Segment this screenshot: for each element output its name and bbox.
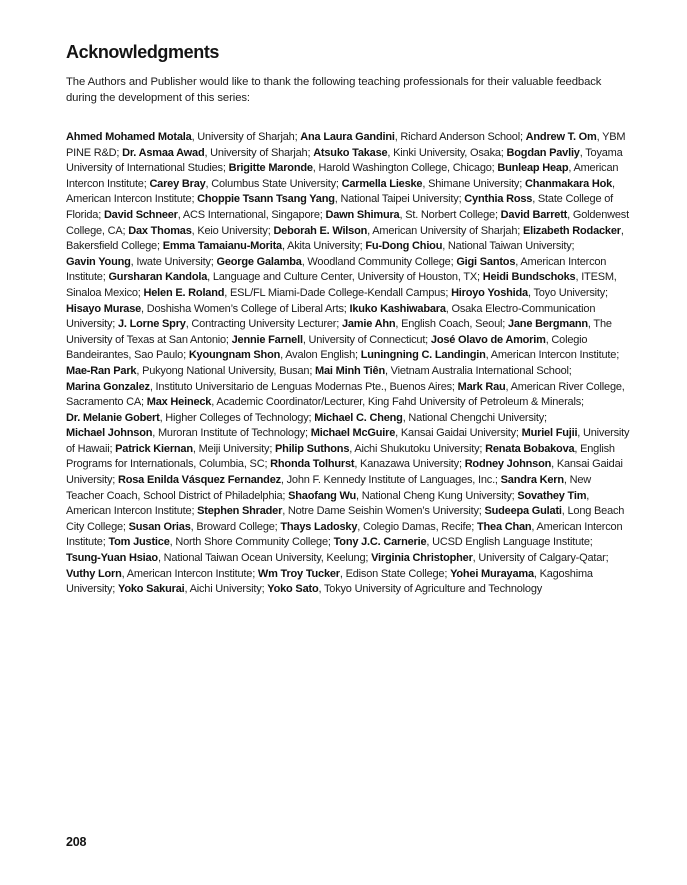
person-affiliation: , Language and Culture Center, University of Houston, TX; [207,271,483,284]
person-name: Hiroyo Yoshida [451,286,528,299]
person-affiliation: , University of Calgary-Qatar; [472,552,609,565]
person-affiliation: , English Programs for Internationals, Columbia, SC; [66,442,615,471]
person-affiliation: , ITESM, Sinaloa Mexico; [66,271,617,299]
person-affiliation: , Kanazawa University; [354,458,465,471]
person-name: Jane Bergmann [507,318,588,331]
person-affiliation: , American Intercon Institute; [66,177,615,206]
person-affiliation: , Iwate University; [130,255,217,268]
person-name: Atsuko Takase [313,146,388,159]
person-affiliation: , American Intercon Institute; [121,567,258,580]
person-affiliation: , National Cheng Kung University; [356,489,518,502]
person-affiliation: , Avalon English; [280,349,361,362]
person-name: Deborah E. Wilson [273,224,368,237]
person-name: Jennie Farnell [231,333,303,346]
person-affiliation: , University of Connecticut; [302,333,431,346]
person-affiliation: , Colegio Bandeirantes, Sao Paulo; [66,333,588,362]
person-name: Tsung-Yuan Hsiao [66,552,158,565]
person-name: Andrew T. Om [525,131,597,143]
person-name: Choppie Tsann Tsang Yang [197,193,335,206]
person-name: Rhonda Tolhurst [270,458,355,471]
person-name: Yohei Murayama [450,567,534,580]
person-affiliation: , Kansai Gaidai University; [395,427,522,440]
person-name: Michael C. Cheng [314,411,403,424]
person-affiliation: , National Taiwan Ocean University, Keelung; [157,552,372,565]
person-affiliation: , University of Sharjah; [191,131,301,143]
person-affiliation: , Pukyong National University, Busan; [136,364,316,377]
person-name: Sovathey Tim [517,489,587,502]
intro-paragraph: The Authors and Publisher would like to thank the following teaching professionals for their valuable feedback during the development of this series: [66,76,602,104]
person-affiliation: , American Intercon Institute; [485,349,620,362]
person-name: Heidi Bundschoks [482,271,576,284]
person-affiliation: , Akita University; [281,240,366,253]
person-affiliation: , Kansai Gaidai University; [66,458,623,487]
person-name: Mark Rau [457,380,506,393]
person-affiliation: , Notre Dame Seishin Women’s University; [282,505,485,518]
person-affiliation: , UCSD English Language Institute; [426,536,593,549]
person-name: Carey Bray [149,177,206,190]
person-name: Vuthy Lorn [66,567,122,580]
person-name: Yoko Sato [267,583,319,596]
person-affiliation: , Osaka Electro-Communication University; [66,302,596,331]
person-affiliation: , American University of Sharjah; [367,224,523,237]
person-affiliation: , Doshisha Women’s College of Liberal Arts; [141,302,350,315]
acknowledgments-paragraph [66,130,630,598]
person-name: Muriel Fujii [521,427,578,440]
person-name: Thea Chan [476,520,532,533]
person-name: Susan Orias [128,520,191,533]
person-name: Stephen Shrader [197,505,283,518]
person-affiliation: , Muroran Institute of Technology; [152,427,311,440]
person-name: Cynthia Ross [464,193,533,206]
person-name: Helen E. Roland [143,286,225,299]
person-name: J. Lorne Spry [118,318,186,331]
person-affiliation: , ACS International, Singapore; [177,208,326,221]
person-name: Emma Tamaianu-Morita [162,240,282,253]
person-affiliation: , National Taipei University; [334,193,465,206]
person-affiliation: , Kagoshima University; [66,567,593,596]
person-affiliation: , Aichi Shukutoku University; [349,442,486,455]
person-affiliation: , American Intercon Institute; [66,162,619,190]
person-affiliation: , Instituto Universitario de Lenguas Modernas Pte., Buenos Aires; [149,380,458,393]
person-name: Kyoungnam Shon [188,349,281,362]
person-affiliation: , John F. Kennedy Institute of Languages, Inc.; [280,474,501,487]
person-affiliation: , Shimane University; [422,177,525,190]
person-affiliation: , Kinki University, Osaka; [387,146,507,159]
person-name: Sudeepa Gulati [484,505,562,518]
person-name: Rosa Enilda Vásquez Fernandez [118,474,281,487]
person-affiliation: , Academic Coordinator/Lecturer, King Fahd University of Petroleum & Minerals; [211,396,584,409]
person-name: Tony J.C. Carnerie [333,536,427,549]
person-name: Jamie Ahn [341,318,396,331]
person-name: Marina Gonzalez [66,380,150,393]
person-name: Michael McGuire [310,427,396,440]
person-affiliation: , Harold Washington College, Chicago; [312,162,498,175]
person-affiliation: , Goldenwest College, CA; [66,208,629,237]
person-name: Dr. Asmaa Awad [122,146,205,159]
person-affiliation: , Aichi University; [184,583,268,596]
person-name: Ahmed Mohamed Motala [66,131,192,143]
person-name: David Schneer [103,208,178,221]
person-affiliation: , New Teacher Coach, School District of Philadelphia; [66,474,591,502]
person-affiliation: , Vietnam Australia International School; [384,364,572,377]
person-affiliation: , Keio University; [191,224,274,237]
person-name: Chanmakara Hok [524,177,613,190]
person-name: Yoko Sakurai [118,583,185,596]
page-title: Acknowledgments [66,42,220,62]
person-name: Gursharan Kandola [108,271,208,284]
person-affiliation: , ESL/FL Miami-Dade College-Kendall Campus; [224,286,452,299]
person-name: Shaofang Wu [288,489,357,502]
person-name: George Galamba [216,255,302,268]
person-name: Virginia Christopher [371,552,473,565]
person-affiliation: , Contracting University Lecturer; [185,318,342,331]
person-affiliation: , St. Norbert College; [399,208,501,221]
person-name: José Olavo de Amorim [430,333,546,346]
person-affiliation: , Long Beach City College; [66,505,625,533]
person-affiliation: , Richard Anderson School; [394,131,526,143]
person-name: Sandra Kern [500,474,564,487]
person-name: Ikuko Kashiwabara [349,302,446,315]
person-name: Ana Laura Gandini [300,131,395,143]
person-name: Thays Ladosky [280,520,358,533]
person-name: Brigitte Maronde [228,162,313,175]
person-affiliation: , Toyama University of International Studies; [66,146,623,175]
person-affiliation: , Higher Colleges of Technology; [159,411,315,424]
person-name: Bogdan Pavliy [506,146,580,159]
page-number: 208 [66,835,87,849]
person-affiliation: , The University of Texas at San Antonio; [66,318,612,346]
person-affiliation: , National Chengchi University; [402,411,547,424]
person-affiliation: , Columbus State University; [205,177,342,190]
person-name: Dawn Shimura [325,208,400,221]
person-name: Philip Suthons [275,442,350,455]
person-name: Gavin Young [66,255,131,268]
person-affiliation: , Bakersfield College; [66,224,624,253]
person-name: Hisayo Murase [66,302,142,315]
person-affiliation: , YBM PINE R&D; [66,131,626,159]
person-affiliation: , American Intercon Institute; [66,255,607,284]
person-name: Fu-Dong Chiou [365,240,443,253]
person-name: Gigi Santos [456,255,516,268]
person-name: Mai Minh Tiên [315,364,385,377]
person-affiliation: , American Intercon Institute; [66,489,590,518]
person-affiliation: , Woodland Community College; [301,255,457,268]
person-name: Max Heineck [146,396,212,409]
person-name: Mae-Ran Park [66,364,137,377]
person-affiliation: , State College of Florida; [66,193,613,221]
person-affiliation: , Broward College; [190,520,281,533]
person-affiliation: , Colegio Damas, Recife; [357,520,477,533]
person-affiliation: , Edison State College; [339,567,451,580]
person-name: Wm Troy Tucker [257,567,340,580]
person-name: Renata Bobakova [485,442,575,455]
person-affiliation: , North Shore Community College; [169,536,334,549]
person-name: Carmella Lieske [341,177,423,190]
person-affiliation: , University of Hawaii; [66,427,630,455]
person-affiliation: , University of Sharjah; [204,146,314,159]
person-name: Patrick Kiernan [115,442,193,455]
person-name: Bunleap Heap [497,162,569,175]
person-affiliation: , American River College, Sacramento CA; [66,380,625,409]
person-name: Luningning C. Landingin [360,349,486,362]
person-name: David Barrett [500,208,568,221]
person-affiliation: , Tokyo University of Agriculture and Technology [318,583,543,596]
person-affiliation: , Meiji University; [192,442,276,455]
person-name: Dax Thomas [128,224,192,237]
person-name: Michael Johnson [66,427,153,440]
person-name: Rodney Johnson [464,458,552,471]
person-affiliation: , English Coach, Seoul; [395,318,508,331]
person-name: Tom Justice [108,536,170,549]
person-affiliation: , American Intercon Institute; [66,520,623,549]
page-content [66,42,630,598]
person-name: Elizabeth Rodacker [522,224,621,237]
person-affiliation: , Toyo University; [527,286,608,299]
person-affiliation: , National Taiwan University; [442,240,575,253]
person-name: Dr. Melanie Gobert [66,411,160,424]
